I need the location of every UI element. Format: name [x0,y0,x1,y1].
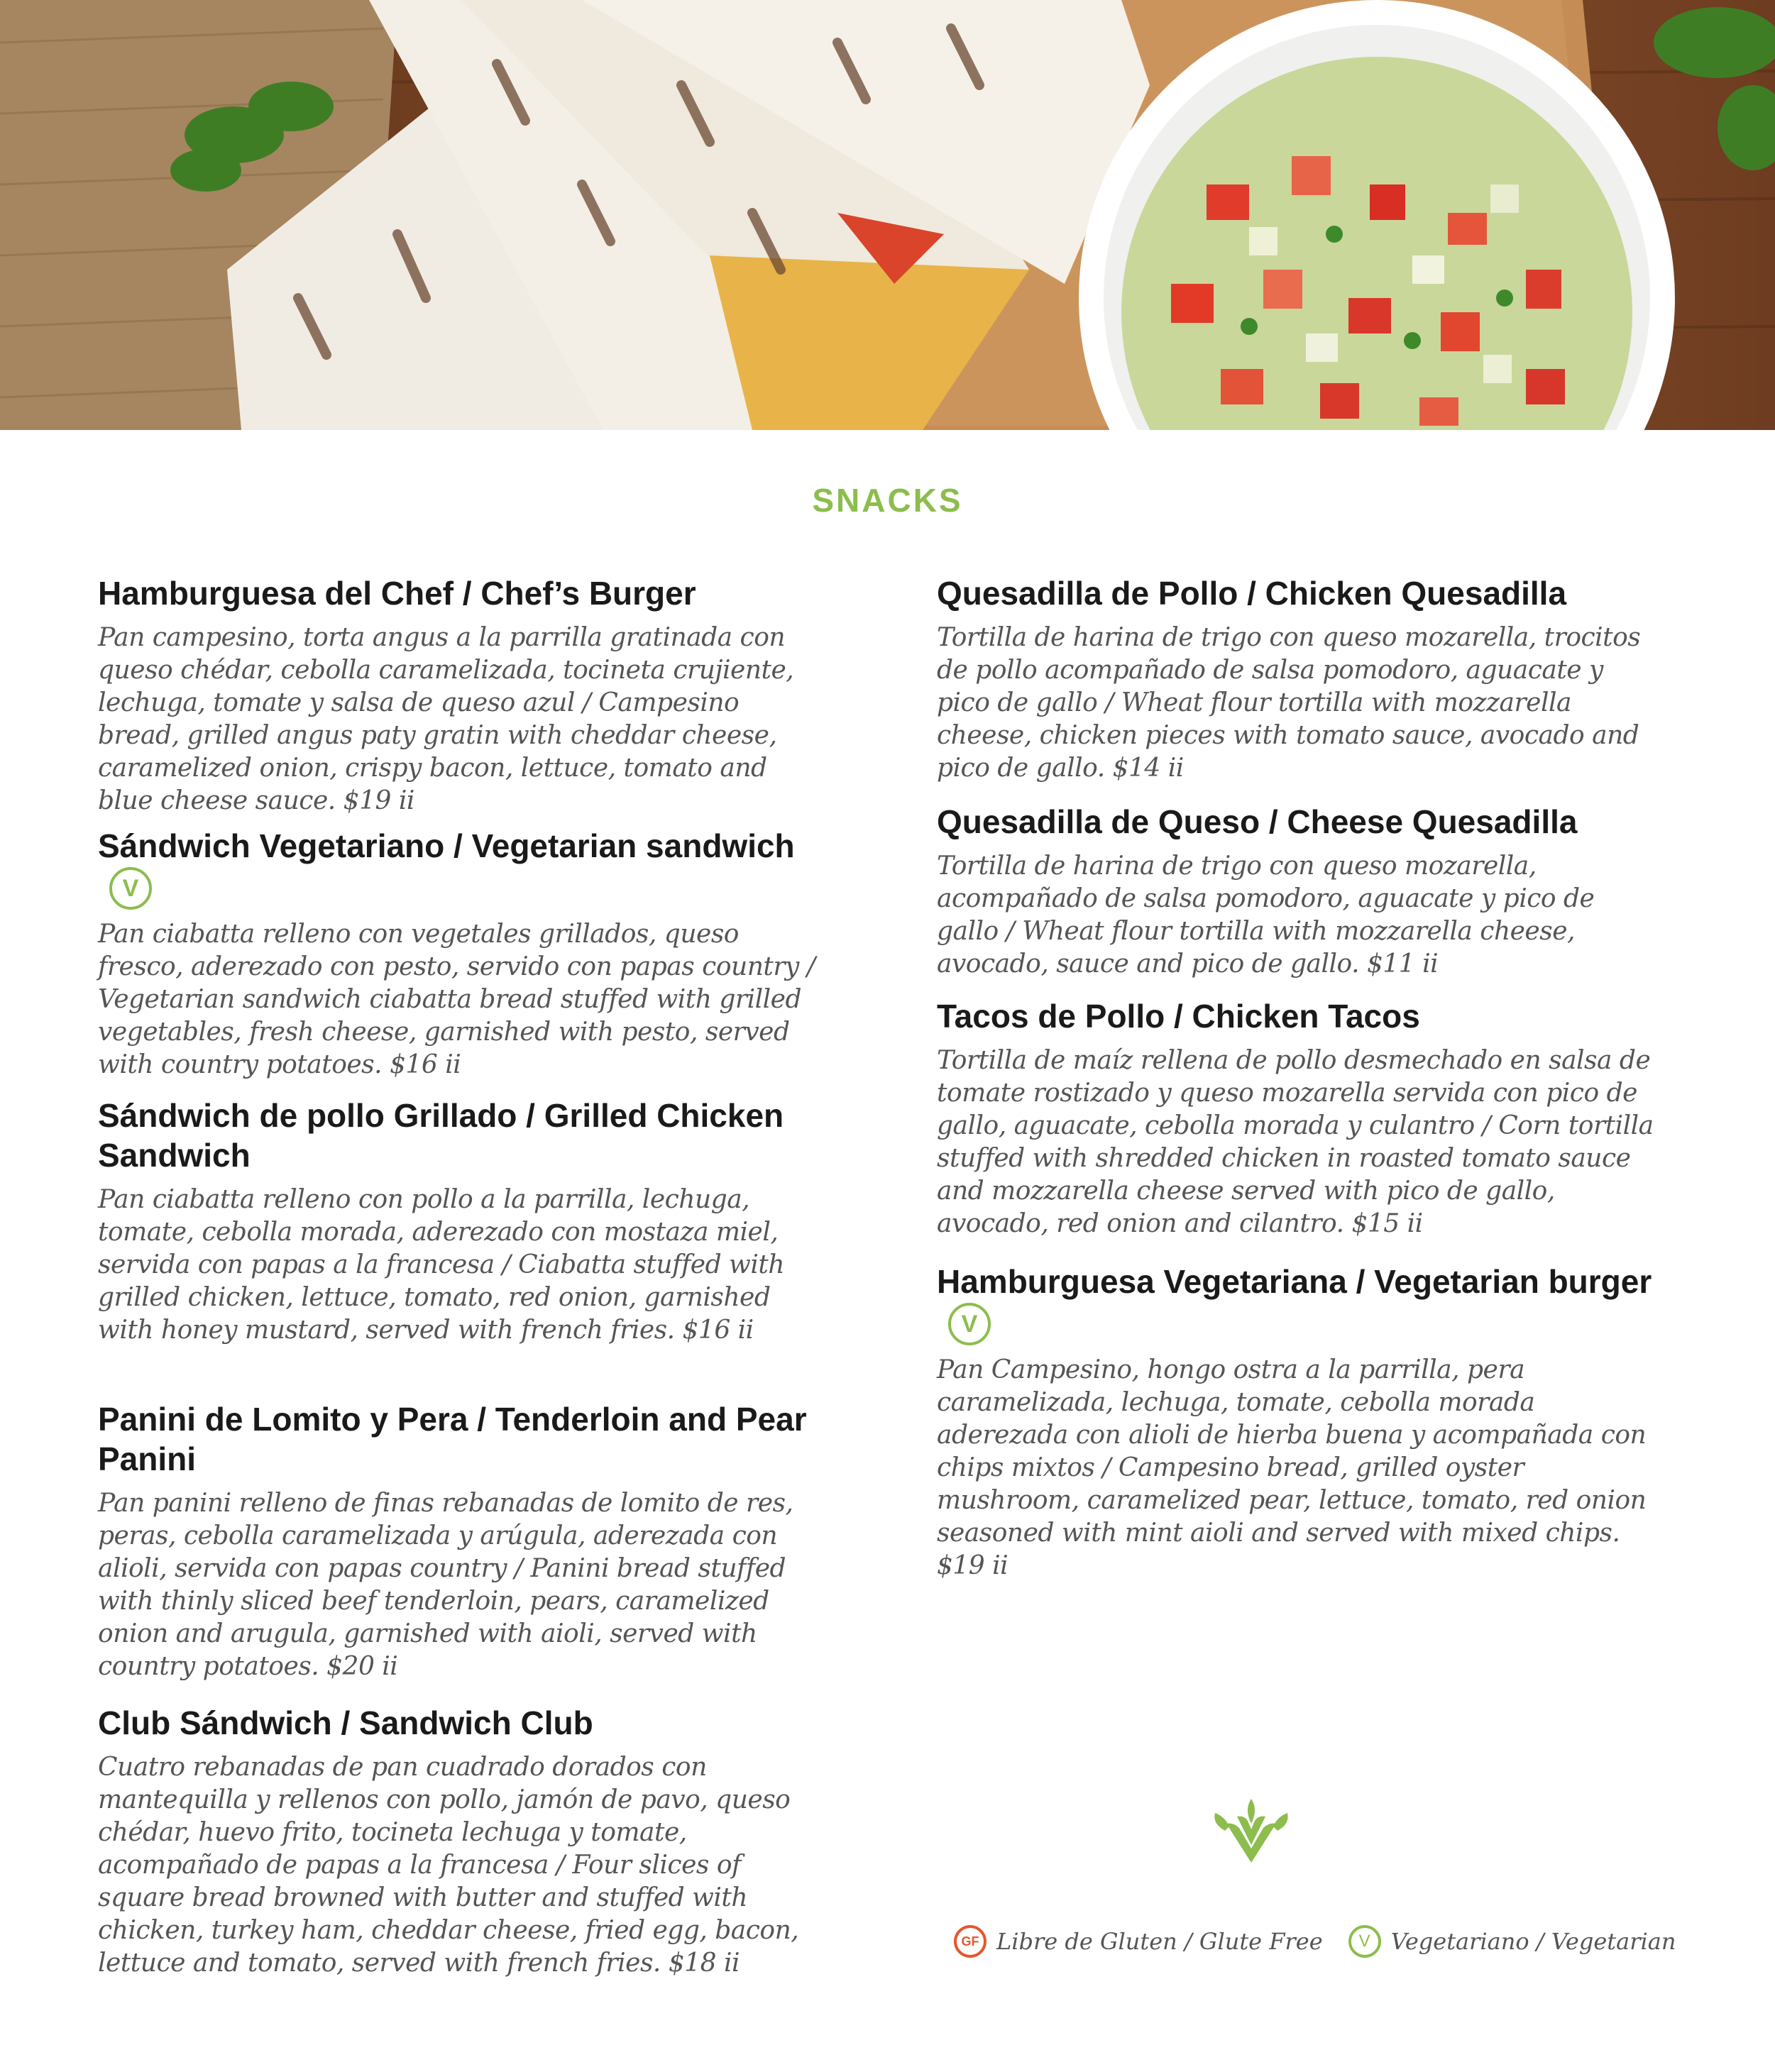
menu-item [98,573,822,817]
menu-item [98,1703,822,1980]
item-title: Hamburguesa del Chef / Chef’s Burger [98,575,696,612]
item-title: Sándwich de pollo Grillado / Grilled Chicken Sandwich [98,1097,784,1174]
item-desc-text: Pan panini relleno de finas rebanadas de lomito de res, peras, cebolla caramelizada y arúgula, aderezada con alioli, servida con papas country / Panini bread stuffed with thinly sliced beef tenderloin, pears, caramelized onion and arugula, garnished with aioli, served with country potatoes. [98,1489,793,1681]
item-desc-text: Tortilla de maíz rellena de pollo desmechado en salsa de tomate rostizado y queso mozarella servida con pico de gallo, aguacate, cebolla morada y culantro / Corn tortilla stuffed with shredded chicken in roasted tomato sauce and mozzarella cheese served with pico de gallo, avocado, red onion and cilantro. [937,1046,1654,1238]
vegetarian-icon: V [1348,1925,1381,1958]
item-title [937,1262,1661,1345]
item-title [98,826,822,910]
item-title: Panini de Lomito y Pera / Tenderloin and Pear Panini [98,1401,807,1477]
item-description [937,850,1661,981]
menu-item [98,1399,822,1683]
item-desc-text: Pan Campesino, hongo ostra a la parrilla, pera caramelizada, lechuga, tomate, cebolla morada aderezada con alioli de hierba buena y acompañada con chips mixtos / Campesino bread, grilled oyster mushroom, caramelized pear, lettuce, tomato, red onion seasoned with mint aioli and served with mixed chips. [937,1355,1647,1548]
menu-item [98,826,822,1081]
item-desc-text: Cuatro rebanadas de pan cuadrado dorados con mantequilla y rellenos con pollo, jamón de pavo, queso chédar, huevo frito, tocineta lechuga y tomate, acompañado de papas a la francesa / Four slices of square bread browned with butter and stuffed with chicken, turkey ham, cheddar cheese, fried egg, bacon, lettuce and tomato, served with french fries. [98,1753,799,1978]
item-description [98,918,822,1081]
item-desc-text: Tortilla de harina de trigo con queso mozarella, trocitos de pollo acompañado de salsa pomodoro, aguacate y pico de gallo / Wheat flour tortilla with mozzarella cheese, chicken pieces with tomato sauce, avocado and pico de gallo. [937,623,1641,783]
vegetarian-icon: V [948,1303,991,1345]
item-title-text: Hamburguesa Vegetariana / Vegetarian burger [937,1263,1652,1300]
item-description [98,622,822,817]
item-title: Tacos de Pollo / Chicken Tacos [937,998,1420,1035]
item-title: Quesadilla de Queso / Cheese Quesadilla [937,803,1578,840]
dietary-legend [954,1920,1676,1963]
hero-image [0,0,1775,430]
item-price: $19 ii [937,1550,1009,1580]
gluten-free-icon: GF [954,1925,987,1958]
item-title-text: Sándwich Vegetariano / Vegetarian sandwich [98,827,795,864]
item-price: $15 ii [1351,1209,1423,1238]
hero-illustration [0,0,1775,430]
menu-item [937,1262,1661,1582]
item-description [98,1751,822,1980]
menu-item [937,573,1661,785]
menu-item [98,1096,822,1347]
item-description [937,622,1661,785]
menu-item [937,802,1661,981]
item-desc-text: Pan ciabatta relleno con vegetales grillados, queso fresco, aderezado con pesto, servido con papas country / Vegetarian sandwich ciabatta bread stuffed with grilled vegetables, fresh cheese, garnished with pesto, served with country potatoes. [98,919,815,1079]
item-description [937,1354,1661,1582]
item-description [98,1487,822,1683]
item-desc-text: Tortilla de harina de trigo con queso mozarella, acompañado de salsa pomodoro, aguacate y pico de gallo / Wheat flour tortilla with mozzarella cheese, avocado, sauce and pico de gallo. [937,852,1595,979]
item-price: $16 ii [682,1316,754,1345]
item-title: Quesadilla de Pollo / Chicken Quesadilla [937,575,1567,612]
item-desc-text: Pan ciabatta relleno con pollo a la parrilla, lechuga, tomate, cebolla morada, aderezado con mostaza miel, servida con papas a la francesa / Ciabatta stuffed with grilled chicken, lettuce, tomato, red onion, garnished with honey mustard, served with french fries. [98,1185,785,1345]
item-title: Club Sándwich / Sandwich Club [98,1704,593,1741]
item-price: $20 ii [326,1652,398,1681]
legend-v-label: Vegetariano / Vegetarian [1390,1928,1676,1955]
item-description [937,1045,1661,1240]
item-desc-text: Pan campesino, torta angus a la parrilla gratinada con queso chédar, cebolla caramelizada, tocineta crujiente, lechuga, tomate y salsa de queso azul / Campesino bread, grilled angus paty gratin with cheddar cheese, caramelized onion, crispy bacon, lettuce, tomato and blue cheese sauce. [98,623,794,815]
section-title: SNACKS [812,482,963,519]
leaf-logo-icon [1212,1795,1290,1866]
item-price: $19 ii [343,786,414,815]
vegetarian-icon: V [109,867,152,910]
item-price: $11 ii [1366,949,1439,979]
item-price: $18 ii [668,1949,740,1978]
item-price: $16 ii [390,1049,461,1079]
legend-gf-label: Libre de Gluten / Glute Free [996,1928,1323,1955]
item-price: $14 ii [1112,754,1184,783]
item-description [98,1184,822,1347]
menu-item [937,996,1661,1240]
